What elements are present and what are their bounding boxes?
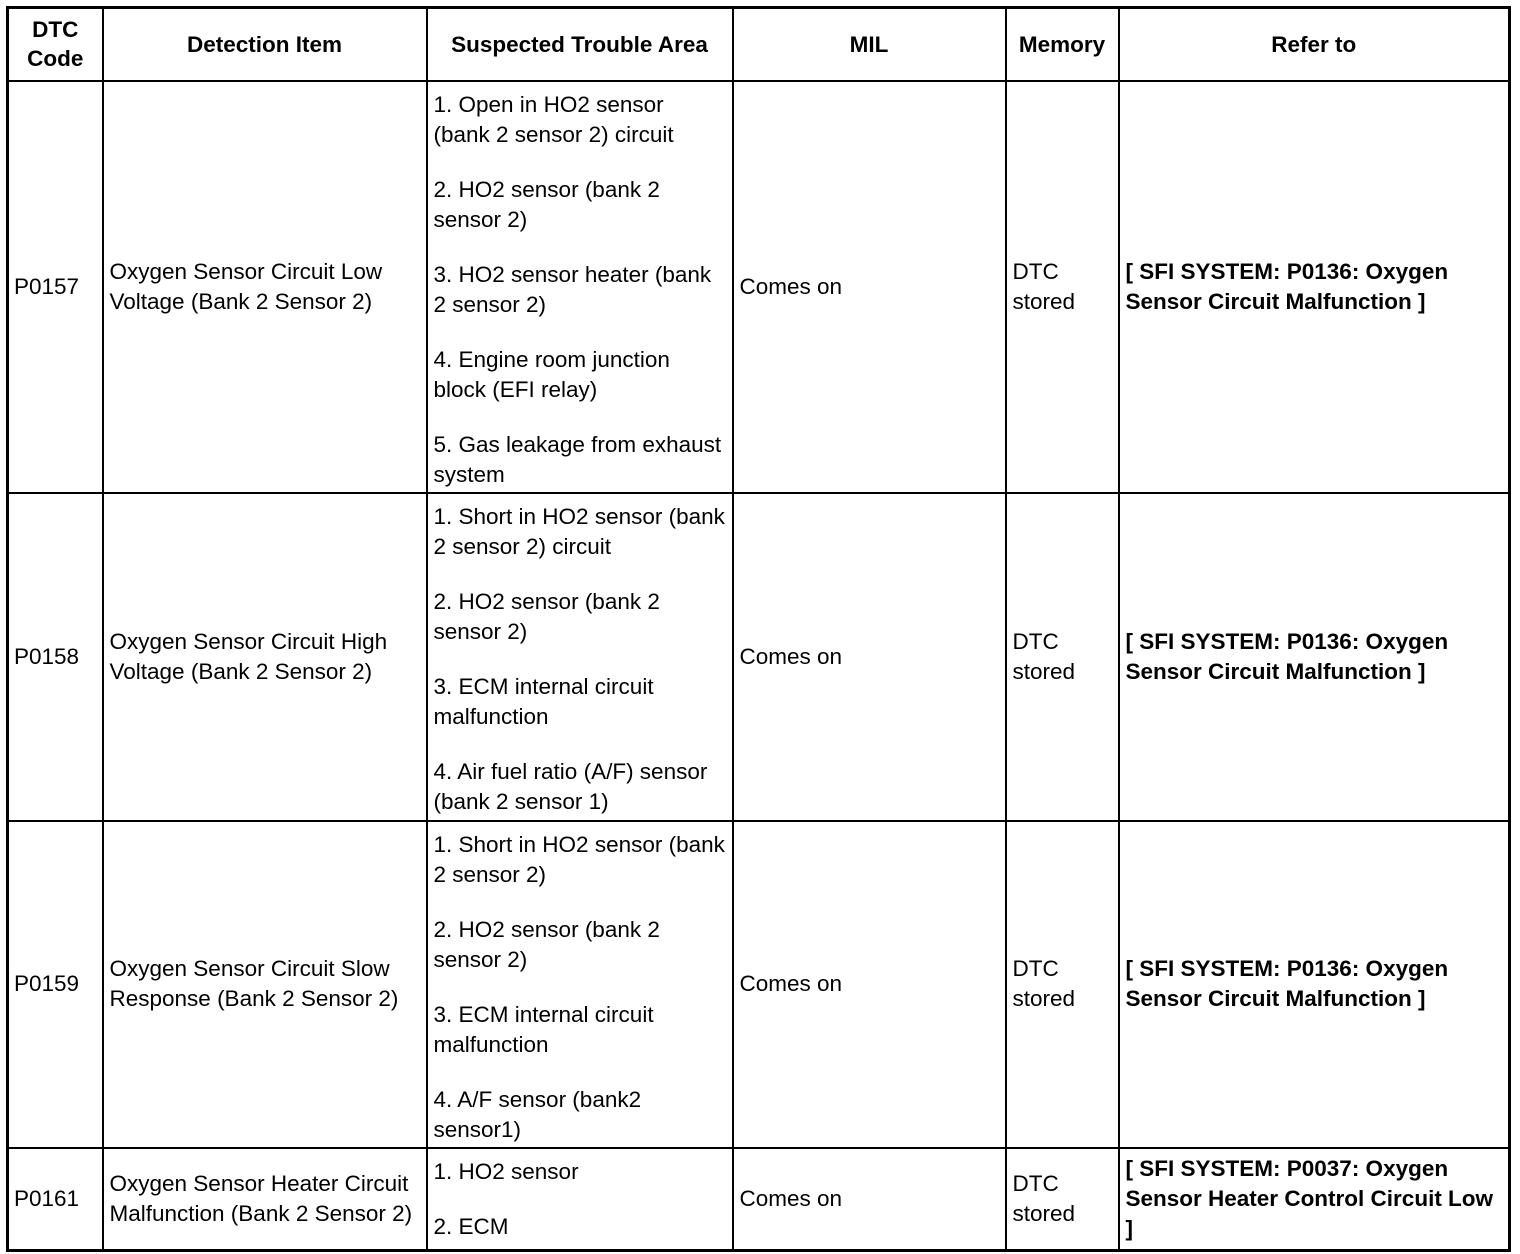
table-row	[8, 821, 1510, 1148]
table-row	[8, 493, 1510, 821]
trouble-area-item: 2. ECM	[433, 1213, 509, 1239]
header-memory: Memory	[1006, 8, 1119, 81]
trouble-area-item: 2. HO2 sensor (bank 2 sensor 2)	[433, 916, 660, 972]
mil-status: Comes on	[733, 493, 1006, 821]
trouble-area-item: 4. Engine room junction block (EFI relay)	[433, 346, 670, 402]
refer-to-link[interactable]: [ SFI SYSTEM: P0136: Oxygen Sensor Circuit Malfunction ]	[1119, 493, 1510, 821]
detection-item: Oxygen Sensor Circuit Low Voltage (Bank 2 Sensor 2)	[103, 81, 427, 493]
refer-to-link[interactable]: [ SFI SYSTEM: P0136: Oxygen Sensor Circuit Malfunction ]	[1119, 81, 1510, 493]
suspected-trouble-area	[427, 81, 733, 493]
dtc-table	[6, 6, 1511, 1252]
trouble-area-item: 3. ECM internal circuit malfunction	[433, 1001, 654, 1057]
detection-item: Oxygen Sensor Circuit High Voltage (Bank 2 Sensor 2)	[103, 493, 427, 821]
suspected-trouble-area	[427, 493, 733, 821]
trouble-area-item: 5. Gas leakage from exhaust system	[433, 431, 722, 487]
dtc-code: P0161	[8, 1148, 103, 1251]
mil-status: Comes on	[733, 1148, 1006, 1251]
dtc-code: P0157	[8, 81, 103, 493]
mil-status: Comes on	[733, 81, 1006, 493]
header-suspected-trouble-area: Suspected Trouble Area	[427, 8, 733, 81]
table-row	[8, 81, 1510, 493]
dtc-code: P0158	[8, 493, 103, 821]
trouble-area-item: 3. HO2 sensor heater (bank 2 sensor 2)	[433, 261, 712, 317]
table-row	[8, 1148, 1510, 1251]
memory-status: DTC stored	[1006, 1148, 1119, 1251]
detection-item: Oxygen Sensor Circuit Slow Response (Bank 2 Sensor 2)	[103, 821, 427, 1148]
refer-to-link[interactable]: [ SFI SYSTEM: P0136: Oxygen Sensor Circuit Malfunction ]	[1119, 821, 1510, 1148]
trouble-area-item: 1. Open in HO2 sensor (bank 2 sensor 2) circuit	[433, 91, 674, 147]
header-row	[8, 8, 1510, 81]
memory-status: DTC stored	[1006, 81, 1119, 493]
trouble-area-item: 1. Short in HO2 sensor (bank 2 sensor 2) circuit	[433, 503, 725, 559]
header-mil: MIL	[733, 8, 1006, 81]
trouble-area-item: 2. HO2 sensor (bank 2 sensor 2)	[433, 588, 660, 644]
memory-status: DTC stored	[1006, 821, 1119, 1148]
trouble-area-item: 3. ECM internal circuit malfunction	[433, 673, 654, 729]
memory-status: DTC stored	[1006, 493, 1119, 821]
suspected-trouble-area	[427, 1148, 733, 1251]
header-detection-item: Detection Item	[103, 8, 427, 81]
refer-to-link[interactable]: [ SFI SYSTEM: P0037: Oxygen Sensor Heater Control Circuit Low ]	[1119, 1148, 1510, 1251]
dtc-code: P0159	[8, 821, 103, 1148]
header-refer-to: Refer to	[1119, 8, 1510, 81]
trouble-area-item: 2. HO2 sensor (bank 2 sensor 2)	[433, 176, 660, 232]
detection-item: Oxygen Sensor Heater Circuit Malfunction (Bank 2 Sensor 2)	[103, 1148, 427, 1251]
mil-status: Comes on	[733, 821, 1006, 1148]
trouble-area-item: 4. Air fuel ratio (A/F) sensor (bank 2 sensor 1)	[433, 758, 708, 814]
trouble-area-item: 4. A/F sensor (bank2 sensor1)	[433, 1086, 642, 1142]
header-dtc-code: DTC Code	[8, 8, 103, 81]
trouble-area-item: 1. Short in HO2 sensor (bank 2 sensor 2)	[433, 831, 725, 887]
trouble-area-item: 1. HO2 sensor	[433, 1158, 579, 1184]
suspected-trouble-area	[427, 821, 733, 1148]
